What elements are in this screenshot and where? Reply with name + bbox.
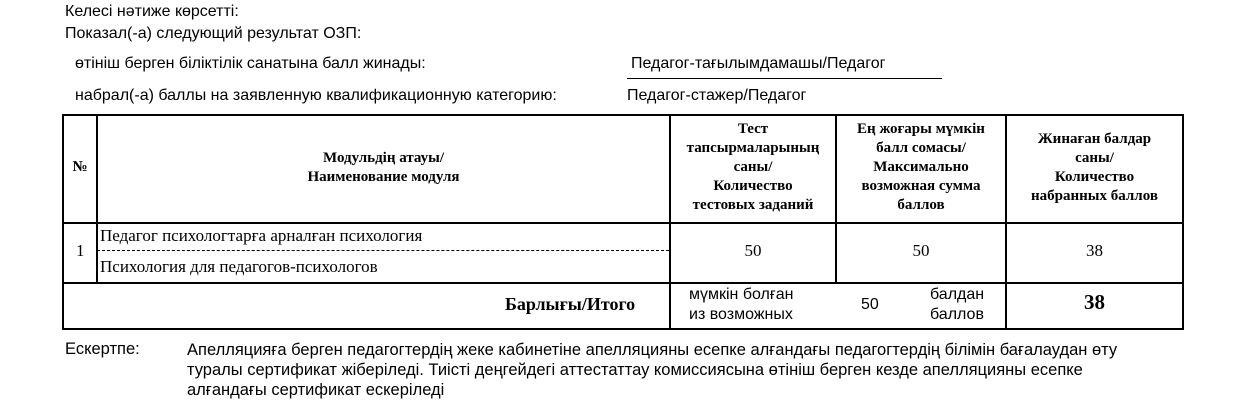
total-points-kz: балдан <box>930 286 985 303</box>
intro-line-1: Келесі нәтиже көрсетті: <box>65 3 239 20</box>
note-text: Апелляцияға берген педагогтердің жеке кабинетіне апелляцияны есепке алғандағы педагогтердің білімін бағалаудан өту туралы сертификат жіберіледі. Тиісті деңгейдегі аттестаттау комиссиясына өтініш берген кезде апелляцияны есепке алғандағы сертификат ескеріледі <box>187 341 1118 399</box>
applied-category-underline <box>627 78 942 79</box>
table-border-row-bottom <box>62 282 1184 284</box>
total-label: Барлығы/Итого <box>505 294 636 314</box>
total-possible-ru: из возможных <box>689 306 793 323</box>
table-border-top <box>62 114 1184 116</box>
table-border-right <box>1182 114 1184 330</box>
module-name-separator <box>97 250 669 251</box>
applied-category-value: Педагог-тағылымдамашы/Педагог <box>631 55 886 72</box>
header-task-count: Тест тапсырмаларының саны/ Количество тестовых заданий <box>686 121 820 213</box>
total-scored-points: 38 <box>1084 290 1105 314</box>
total-points-ru: баллов <box>930 306 984 323</box>
table-border-header-bottom <box>62 222 1184 224</box>
applied-category-label: өтініш берген біліктілік санатына балл жинады: <box>75 55 426 72</box>
header-module-name: Модульдің атауы/ Наименование модуля <box>307 150 460 185</box>
total-possible-kz: мүмкін болған <box>689 286 794 303</box>
note-label: Ескертпе: <box>65 340 140 358</box>
header-number: № <box>72 159 88 175</box>
header-max-score: Ең жоғары мүмкін балл сомасы/ Максимально возможная сумма баллов <box>857 121 985 213</box>
module-name-kz: Педагог психологтарға арналған психология <box>100 226 423 245</box>
intro-line-2: Показал(-а) следующий результат ОЗП: <box>65 25 362 42</box>
scored-category-value: Педагог-стажер/Педагог <box>627 87 807 104</box>
table-border-bottom <box>62 328 1184 330</box>
total-possible-value: 50 <box>861 296 879 313</box>
table-border-left <box>62 114 64 330</box>
row-scored-points: 38 <box>1086 241 1103 260</box>
header-scored-points: Жинаған балдар саны/ Количество набранных баллов <box>1031 131 1158 204</box>
row-max-score: 50 <box>912 241 930 260</box>
scored-category-label: набрал(-а) баллы на заявленную квалификационную категорию: <box>75 87 557 104</box>
table-col-divider-module <box>96 114 98 284</box>
module-name-ru: Психология для педагогов-психологов <box>100 257 378 276</box>
row-number: 1 <box>76 241 85 260</box>
row-task-count: 50 <box>744 241 762 260</box>
